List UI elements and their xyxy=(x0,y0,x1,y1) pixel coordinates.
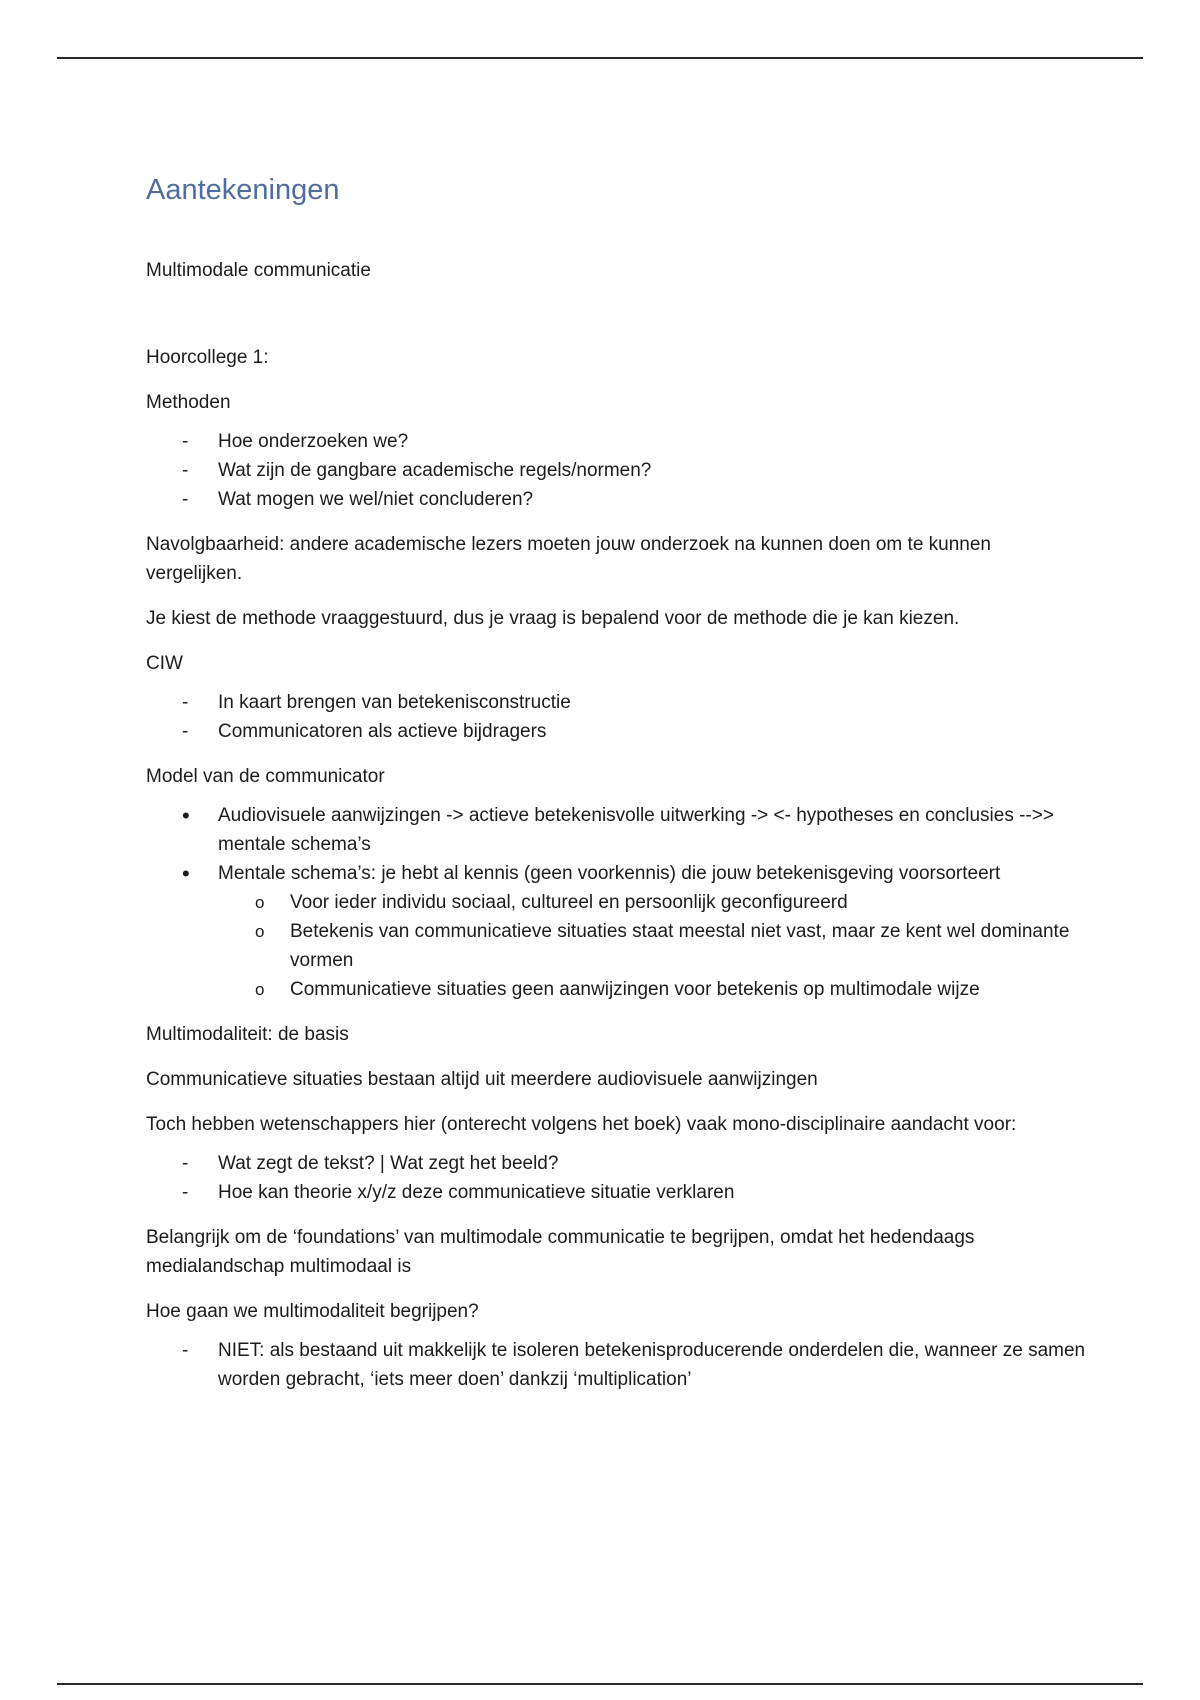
hoe-list xyxy=(146,1336,1086,1394)
list-item: - Hoe onderzoeken we? xyxy=(146,427,1086,456)
methods-heading: Methoden xyxy=(146,392,231,413)
list-item xyxy=(146,801,1086,859)
list-item: - NIET: als bestaand uit makkelijk te isoleren betekenisproducerende onderdelen die, wanneer ze samen worden gebracht, ‘iets meer doen’ dankzij ‘multiplication’ xyxy=(146,1336,1086,1394)
list-item: - Wat mogen we wel/niet concluderen? xyxy=(146,485,1086,514)
navolgbaarheid-paragraph: Navolgbaarheid: andere academische lezers moeten jouw onderzoek na kunnen doen om te kunnen vergelijken. xyxy=(146,534,991,584)
sub-list-item: o Betekenis van communicatieve situaties staat meestal niet vast, maar ze kent wel dominante vormen xyxy=(218,917,1086,975)
hoe-heading: Hoe gaan we multimodaliteit begrijpen? xyxy=(146,1301,479,1322)
methode-keuze-paragraph: Je kiest de methode vraaggestuurd, dus je vraag is bepalend voor de methode die je kan kiezen. xyxy=(146,608,960,629)
header-rule xyxy=(57,57,1143,59)
belangrijk-paragraph: Belangrijk om de ‘foundations’ van multimodale communicatie te begrijpen, omdat het hedendaags medialandschap multimodaal is xyxy=(146,1227,975,1277)
sub-list-item: o Communicatieve situaties geen aanwijzingen voor betekenis op multimodale wijze xyxy=(218,975,1086,1004)
list-item: - Wat zegt de tekst? | Wat zegt het beeld? xyxy=(146,1149,1086,1178)
list-item: - Hoe kan theorie x/y/z deze communicatieve situatie verklaren xyxy=(146,1178,1086,1207)
course-name: Multimodale communicatie xyxy=(146,260,371,281)
toch-paragraph: Toch hebben wetenschappers hier (onterecht volgens het boek) vaak mono-disciplinaire aandacht voor: xyxy=(146,1114,1017,1135)
basis-paragraph: Communicatieve situaties bestaan altijd uit meerdere audiovisuele aanwijzingen xyxy=(146,1069,818,1090)
list-item: - Wat zijn de gangbare academische regels/normen? xyxy=(146,456,1086,485)
ciw-list xyxy=(146,688,1086,746)
lecture-heading: Hoorcollege 1: xyxy=(146,347,269,368)
list-item: - In kaart brengen van betekenisconstructie xyxy=(146,688,1086,717)
basis-heading: Multimodaliteit: de basis xyxy=(146,1024,349,1045)
list-item-text: Audiovisuele aanwijzingen -> actieve betekenisvolle uitwerking -> <- hypotheses en conclusies -->> mentale schema’s xyxy=(218,805,1054,855)
sub-list-item: o Voor ieder individu sociaal, cultureel en persoonlijk geconfigureerd xyxy=(218,888,1086,917)
document-title: Aantekeningen xyxy=(146,174,340,206)
toch-list xyxy=(146,1149,1086,1207)
model-heading: Model van de communicator xyxy=(146,766,385,787)
ciw-heading: CIW xyxy=(146,653,183,674)
methods-list xyxy=(146,427,1086,514)
model-list xyxy=(146,801,1086,1004)
list-item: - Communicatoren als actieve bijdragers xyxy=(146,717,1086,746)
list-item xyxy=(146,859,1086,1004)
sub-list xyxy=(218,888,1086,1004)
document-body xyxy=(146,168,1086,1410)
list-item-text: Mentale schema’s: je hebt al kennis (geen voorkennis) die jouw betekenisgeving voorsorteert xyxy=(218,863,1001,884)
footer-rule xyxy=(57,1683,1143,1685)
